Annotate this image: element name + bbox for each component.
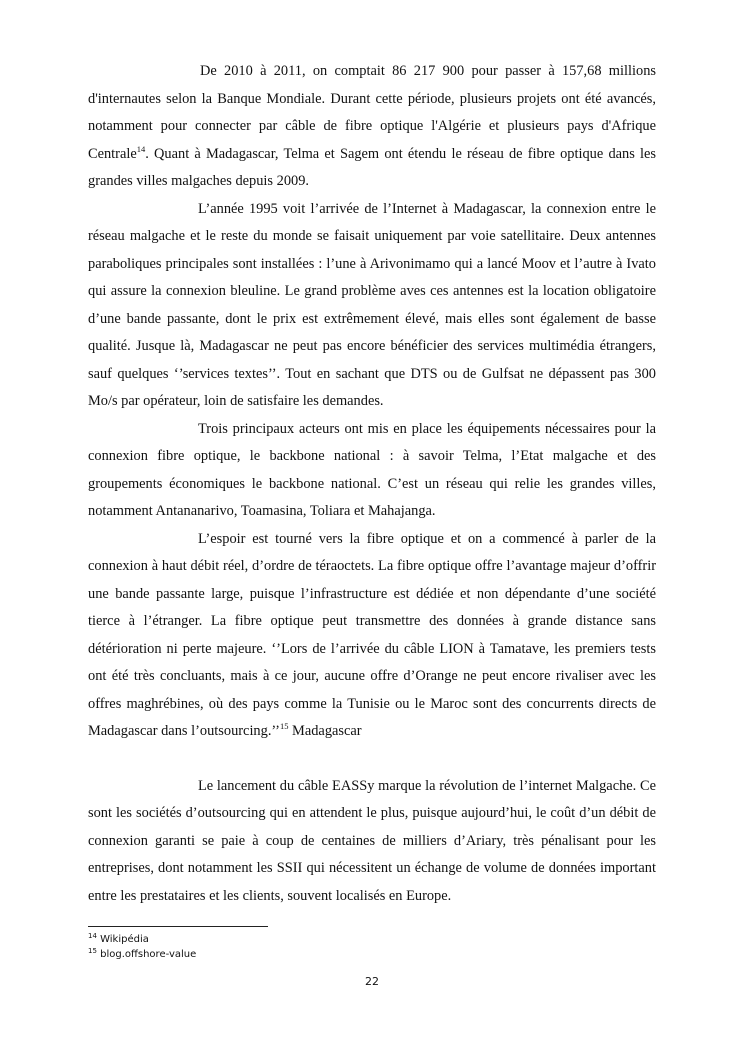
footnote-15 (88, 947, 488, 962)
footnote-separator (88, 926, 268, 927)
paragraph-text: Madagascar (288, 723, 362, 739)
page-number: 22 (365, 975, 379, 988)
footnote-ref-14[interactable]: 14 (136, 143, 146, 154)
paragraph-text: Le lancement du câble EASSy marque la révolution de l’internet Malgache. Ce sont les sociétés d’outsourcing qui en attendent le plus, puisque aujourd’hui, le coût d’un débit de connexion garanti se paie à coup de centaines de milliers d’Ariary, très pénalisant pour les entreprises, dont notamment les SSII qui nécessitent un échange de volume de données important entre les prestataires et les clients, souvent localisés en Europe. (88, 777, 656, 904)
paragraph-text: L’espoir est tourné vers la fibre optique et on a commencé à parler de la connexion à haut débit réel, d’ordre de téraoctets. La fibre optique offre l’avantage majeur d’offrir une bande passante large, puisque l’infrastructure est dédiée et non dépendante d’une société tierce à l’étranger. La fibre optique peut transmettre des données à grande distance sans détérioration ni perte majeure. ‘’Lors de l’arrivée du câble LION à Tamatave, les premiers tests ont été très concluants, mais à ce jour, aucune offre d’Orange ne peut encore rivaliser avec les offres maghrébines, où des pays comme la Tunisie ou le Maroc sont des concurrents directs de Madagascar dans l’outsourcing.’’ (88, 530, 656, 739)
footnote-text: Wikipédia (100, 934, 149, 945)
footnote-number: 15 (88, 947, 97, 955)
paragraph-eassy-cable (88, 773, 656, 911)
footnote-ref-15[interactable]: 15 (279, 721, 289, 731)
paragraph-text: L’année 1995 voit l’arrivée de l’Internet à Madagascar, la connexion entre le réseau malgache et le reste du monde se faisait uniquement par voie satellitaire. Deux antennes paraboliques principales sont installées : l’une à Arivonimamo qui a lancé Moov et l’autre à Ivato qui assure la connexion bleuline. Le grand problème aves ces antennes est la location obligatoire d’une bande passante, dont le prix est extrêmement élevé, mais elles sont également de basse qualité. Jusque là, Madagascar ne peut pas encore bénéficier des services multimédia étrangers, sauf quelques ‘’services textes’’. Tout en sachant que DTS ou de Gulfsat ne dépassent pas 300 Mo/s par opérateur, loin de satisfaire les demandes. (88, 200, 656, 409)
footnote-14 (88, 932, 488, 947)
footnotes (88, 932, 488, 962)
body-text (88, 58, 656, 910)
footnote-number: 14 (88, 932, 97, 940)
paragraph-text: . Quant à Madagascar, Telma et Sagem ont étendu le réseau de fibre optique dans les grandes villes malgaches depuis 2009. (88, 145, 656, 189)
paragraph-text: De 2010 à 2011, on comptait 86 217 900 pour passer à 157,68 millions d'internautes selon la Banque Mondiale. Durant cette période, plusieurs projets ont été avancés, notamment pour connecter par câble de fibre optique l'Algérie et plusieurs pays d'Afrique Centrale (88, 63, 656, 162)
paragraph-history-1995 (88, 196, 656, 416)
footnote-text: blog.offshore-value (100, 949, 197, 960)
paragraph-internet-users (88, 58, 656, 196)
paragraph-spacer (88, 746, 656, 773)
paragraph-backbone (88, 416, 656, 526)
paragraph-text: Trois principaux acteurs ont mis en place les équipements nécessaires pour la connexion fibre optique, le backbone national : à savoir Telma, l’Etat malgache et des groupements économiques le backbone national. C’est un réseau qui relie les grandes villes, notamment Antananarivo, Toamasina, Toliara et Mahajanga. (88, 420, 656, 519)
paragraph-fiber-hope (88, 526, 656, 746)
